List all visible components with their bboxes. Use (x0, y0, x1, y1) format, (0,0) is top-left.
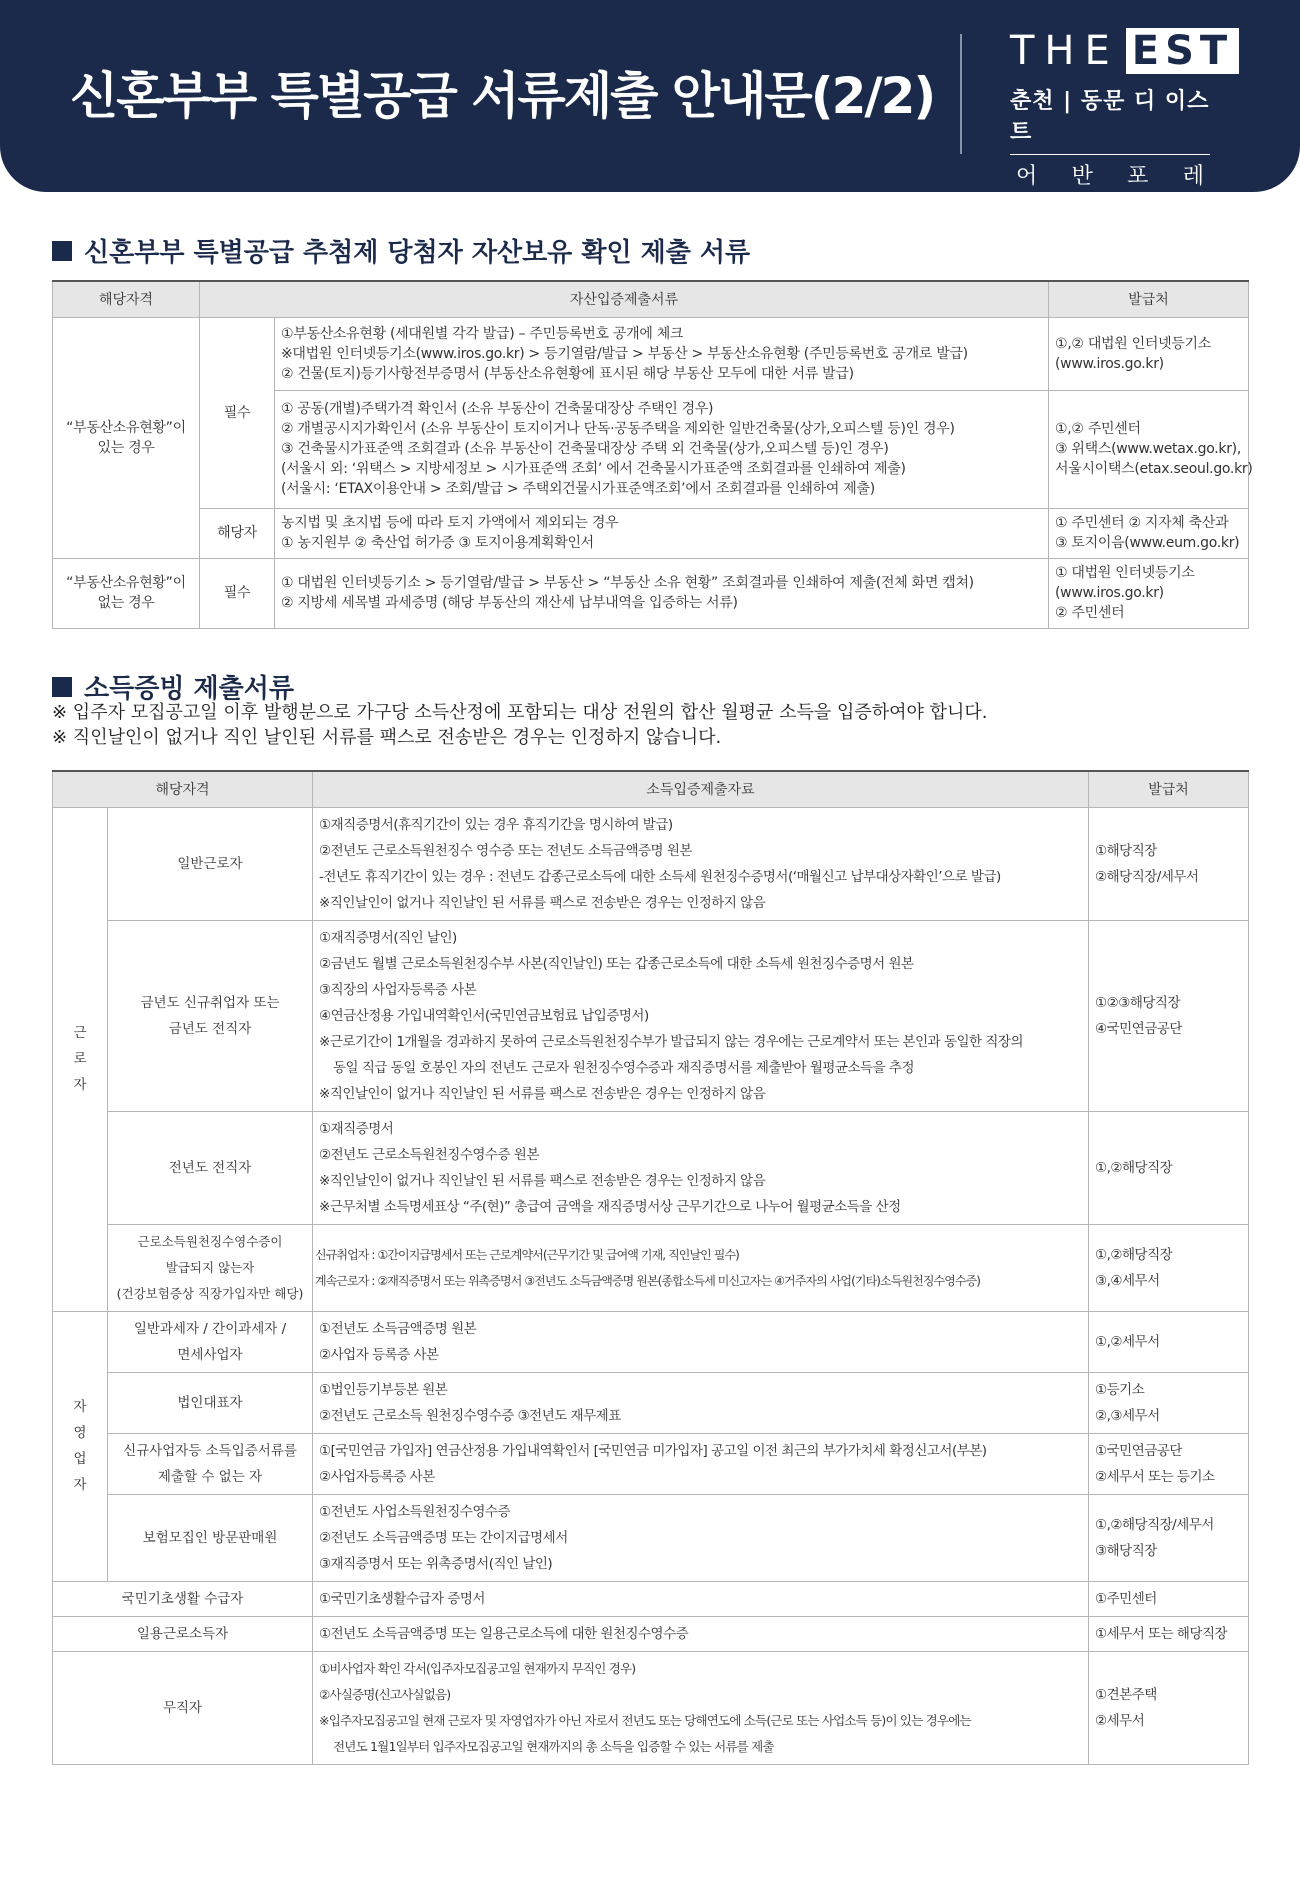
column-header: 발급처 (1089, 771, 1249, 807)
column-header: 해당자격 (53, 281, 200, 317)
docs-cell: 농지법 및 초지법 등에 따라 토지 가액에서 제외되는 경우 ① 농지원부 ② 축산업 허가증 ③ 토지이용계획확인서 (275, 508, 1049, 558)
issuer-cell: ①,②해당직장 ③,④세무서 (1089, 1224, 1249, 1311)
header-divider (960, 34, 962, 154)
table-row (53, 508, 1249, 558)
table-row (53, 920, 1249, 1111)
table-row (53, 1372, 1249, 1433)
issuer-cell: ①,②해당직장/세무서 ③해당직장 (1089, 1494, 1249, 1581)
table-row (53, 1494, 1249, 1581)
docs-cell: ①법인등기부등본 원본 ②전년도 근로소득 원천징수영수증 ③전년도 재무제표 (313, 1372, 1089, 1433)
docs-cell: ①[국민연금 가입자] 연금산정용 가입내역확인서 [국민연금 미가입자] 공고일 이전 최근의 부가가치세 확정신고서(부본) ②사업자등록증 사본 (313, 1433, 1089, 1494)
table-row (53, 1433, 1249, 1494)
asset-documents-table (52, 280, 1253, 629)
row-type: 필수 (200, 317, 275, 508)
row-label: 근로소득원천징수영수증이 발급되지 않는자 (건강보험증상 직장가입자만 해당) (108, 1224, 313, 1311)
group-label-worker: 근 로 자 (53, 807, 108, 1311)
docs-cell: ①재직증명서(휴직기간이 있는 경우 휴직기간을 명시하여 발급) ②전년도 근로소득원천징수 영수증 또는 전년도 소득금액증명 원본 -전년도 휴직기간이 있는 경우 : 전년도 갑종근로소득에 대한 소득세 원천징수증명서(‘매월신고 납부대상자확인’으로 발급) ※직인날인이 없거나 직인날인 된 서류를 팩스로 전송받은 경우는 인정하지 않음 (313, 807, 1089, 920)
logo-est: EST (1126, 28, 1239, 74)
docs-cell: ①재직증명서 ②전년도 근로소득원천징수영수증 원본 ※직인날인이 없거나 직인날인 된 서류를 팩스로 전송받은 경우는 인정하지 않음 ※근무처별 소득명세표상 “주(현)” 총급여 금액을 재직증명서상 근무기간으로 나누어 월평균소득을 산정 (313, 1111, 1089, 1224)
column-header: 자산입증제출서류 (200, 281, 1049, 317)
docs-cell: ①국민기초생활수급자 증명서 (313, 1581, 1089, 1616)
income-notes (52, 700, 988, 750)
table-row (53, 317, 1249, 390)
logo-location: 춘천 | 동문 디 이스트 (1010, 89, 1210, 145)
table-row (53, 558, 1249, 628)
issuer-cell: ①등기소 ②,③세무서 (1089, 1372, 1249, 1433)
brand-logo (1010, 28, 1234, 192)
table-row (53, 1651, 1249, 1764)
table-row (53, 1111, 1249, 1224)
group-label: “부동산소유현황”이 있는 경우 (53, 317, 200, 558)
section-asset-title: 신혼부부 특별공급 추첨제 당첨자 자산보유 확인 제출 서류 (52, 232, 750, 269)
logo-the: THE (1010, 28, 1120, 74)
docs-cell: ①부동산소유현황 (세대원별 각각 발급) – 주민등록번호 공개에 체크 ※대법원 인터넷등기소(www.iros.go.kr) > 등기열람/발급 > 부동산 > 부동산소유현황 (주민등록번호 공개로 발급) ② 건물(토지)등기사항전부증명서 (부동산소유현황에 표시된 해당 부동산 모두에 대한 서류 발급) (275, 317, 1049, 390)
table-row (53, 807, 1249, 920)
table-header-row (53, 281, 1249, 317)
docs-cell: ① 공동(개별)주택가격 확인서 (소유 부동산이 건축물대장상 주택인 경우) ② 개별공시지가확인서 (소유 부동산이 토지이거나 단독·공동주택을 제외한 일반건축물(상가,오피스텔 등)인 경우) ③ 건축물시가표준액 조회결과 (소유 부동산이 건축물대장상 주택 외 건축물(상가,오피스텔 등)인 경우) (서울시 외: ‘위택스 > 지방세정보 > 시가표준액 조회’ 에서 건축물시가표준액 조회결과를 인쇄하여 제출) (서울시: ‘ETAX이용안내 > 조회/발급 > 주택외건물시가표준액조회’에서 조회결과를 인쇄하여 제출) (275, 390, 1049, 508)
income-documents-table (52, 770, 1249, 1765)
note-line: ※ 입주자 모집공고일 이후 발행분으로 가구당 소득산정에 포함되는 대상 전원의 합산 월평균 소득을 입증하여야 합니다. (52, 702, 988, 723)
row-label: 국민기초생활 수급자 (53, 1581, 313, 1616)
docs-cell: ① 대법원 인터넷등기소 > 등기열람/발급 > 부동산 > “부동산 소유 현황” 조회결과를 인쇄하여 제출(전체 화면 캡쳐) ② 지방세 세목별 과세증명 (해당 부동산의 재산세 납부내역을 입증하는 서류) (275, 558, 1049, 628)
issuer-cell: ① 주민센터 ② 지자체 축산과 ③ 토지이음(www.eum.go.kr) (1049, 508, 1249, 558)
issuer-cell: ①,②해당직장 (1089, 1111, 1249, 1224)
docs-cell: ①전년도 소득금액증명 또는 일용근로소득에 대한 원천징수영수증 (313, 1616, 1089, 1651)
row-label: 일용근로소득자 (53, 1616, 313, 1651)
note-line: ※ 직인날인이 없거나 직인 날인된 서류를 팩스로 전송받은 경우는 인정하지 않습니다. (52, 727, 722, 748)
row-label: 금년도 신규취업자 또는 금년도 전직자 (108, 920, 313, 1111)
row-label: 신규사업자등 소득입증서류를 제출할 수 없는 자 (108, 1433, 313, 1494)
issuer-cell: ①,②세무서 (1089, 1311, 1249, 1372)
issuer-cell: ① 대법원 인터넷등기소 (www.iros.go.kr) ② 주민센터 (1049, 558, 1249, 628)
issuer-cell: ①주민센터 (1089, 1581, 1249, 1616)
section-income-title: 소득증빙 제출서류 (52, 668, 294, 705)
row-label: 법인대표자 (108, 1372, 313, 1433)
bullet-square-icon (52, 677, 72, 697)
table-header-row (53, 771, 1249, 807)
docs-cell: ①재직증명서(직인 날인) ②금년도 월별 근로소득원천징수부 사본(직인날인) 또는 갑종근로소득에 대한 소득세 원천징수증명서 원본 ③직장의 사업자등록증 사본 ④연금산정용 가입내역확인서(국민연금보험료 납입증명서) ※근로기간이 1개월을 경과하지 못하여 근로소득원천징수부가 발급되지 않는 경우에는 근로계약서 또는 본인과 동일한 직장의 동일 직급 동일 호봉인 자의 전년도 근로자 원천징수영수증과 재직증명서를 제출받아 월평균소득을 추정 ※직인날인이 없거나 직인날인 된 서류를 팩스로 전송받은 경우는 인정하지 않음 (313, 920, 1089, 1111)
issuer-cell: ①②③해당직장 ④국민연금공단 (1089, 920, 1249, 1111)
header-banner (0, 0, 1300, 192)
row-label: 보험모집인 방문판매원 (108, 1494, 313, 1581)
row-label: 무직자 (53, 1651, 313, 1764)
docs-cell: 신규취업자 : ①간이지급명세서 또는 근로계약서(근무기간 및 급여액 기재, 직인날인 필수) 계속근로자 : ②재직증명서 또는 위촉증명서 ③전년도 소득금액증명 원본(종합소득세 미신고자는 ④거주자의 사업(기타)소득원천징수영수증) (313, 1224, 1089, 1311)
row-label: 전년도 전직자 (108, 1111, 313, 1224)
table-row (53, 1616, 1249, 1651)
group-label: “부동산소유현황”이 없는 경우 (53, 558, 200, 628)
issuer-cell: ①국민연금공단 ②세무서 또는 등기소 (1089, 1433, 1249, 1494)
issuer-cell: ①,② 주민센터 ③ 위택스(www.wetax.go.kr), 서울시이택스(etax.seoul.go.kr) (1049, 390, 1249, 508)
column-header: 발급처 (1049, 281, 1249, 317)
group-label-self-employed: 자 영 업 자 (53, 1311, 108, 1581)
table-row (53, 1311, 1249, 1372)
column-header: 해당자격 (53, 771, 313, 807)
row-type: 해당자 (200, 508, 275, 558)
row-label: 일반근로자 (108, 807, 313, 920)
row-type: 필수 (200, 558, 275, 628)
issuer-cell: ①,② 대법원 인터넷등기소 (www.iros.go.kr) (1049, 317, 1249, 390)
issuer-cell: ①세무서 또는 해당직장 (1089, 1616, 1249, 1651)
docs-cell: ①비사업자 확인 각서(입주자모집공고일 현재까지 무직인 경우) ②사실증명(신고사실없음) ※입주자모집공고일 현재 근로자 및 자영업자가 아닌 자로서 전년도 또는 당해연도에 소득(근로 또는 사업소득 등)이 있는 경우에는 전년도 1월1일부터 입주자모집공고일 현재까지의 총 소득을 입증할 수 있는 서류를 제출 (313, 1651, 1089, 1764)
page-title: 신혼부부 특별공급 서류제출 안내문(2/2) (70, 67, 935, 125)
issuer-cell: ①해당직장 ②해당직장/세무서 (1089, 807, 1249, 920)
row-label: 일반과세자 / 간이과세자 / 면세사업자 (108, 1311, 313, 1372)
bullet-square-icon (52, 241, 72, 261)
logo-sub: 어 반 포 레 (1010, 154, 1210, 192)
table-row (53, 1581, 1249, 1616)
table-row (53, 1224, 1249, 1311)
docs-cell: ①전년도 사업소득원천징수영수증 ②전년도 소득금액증명 또는 간이지급명세서 ③재직증명서 또는 위촉증명서(직인 날인) (313, 1494, 1089, 1581)
column-header: 소득입증제출자료 (313, 771, 1089, 807)
issuer-cell: ①견본주택 ②세무서 (1089, 1651, 1249, 1764)
docs-cell: ①전년도 소득금액증명 원본 ②사업자 등록증 사본 (313, 1311, 1089, 1372)
